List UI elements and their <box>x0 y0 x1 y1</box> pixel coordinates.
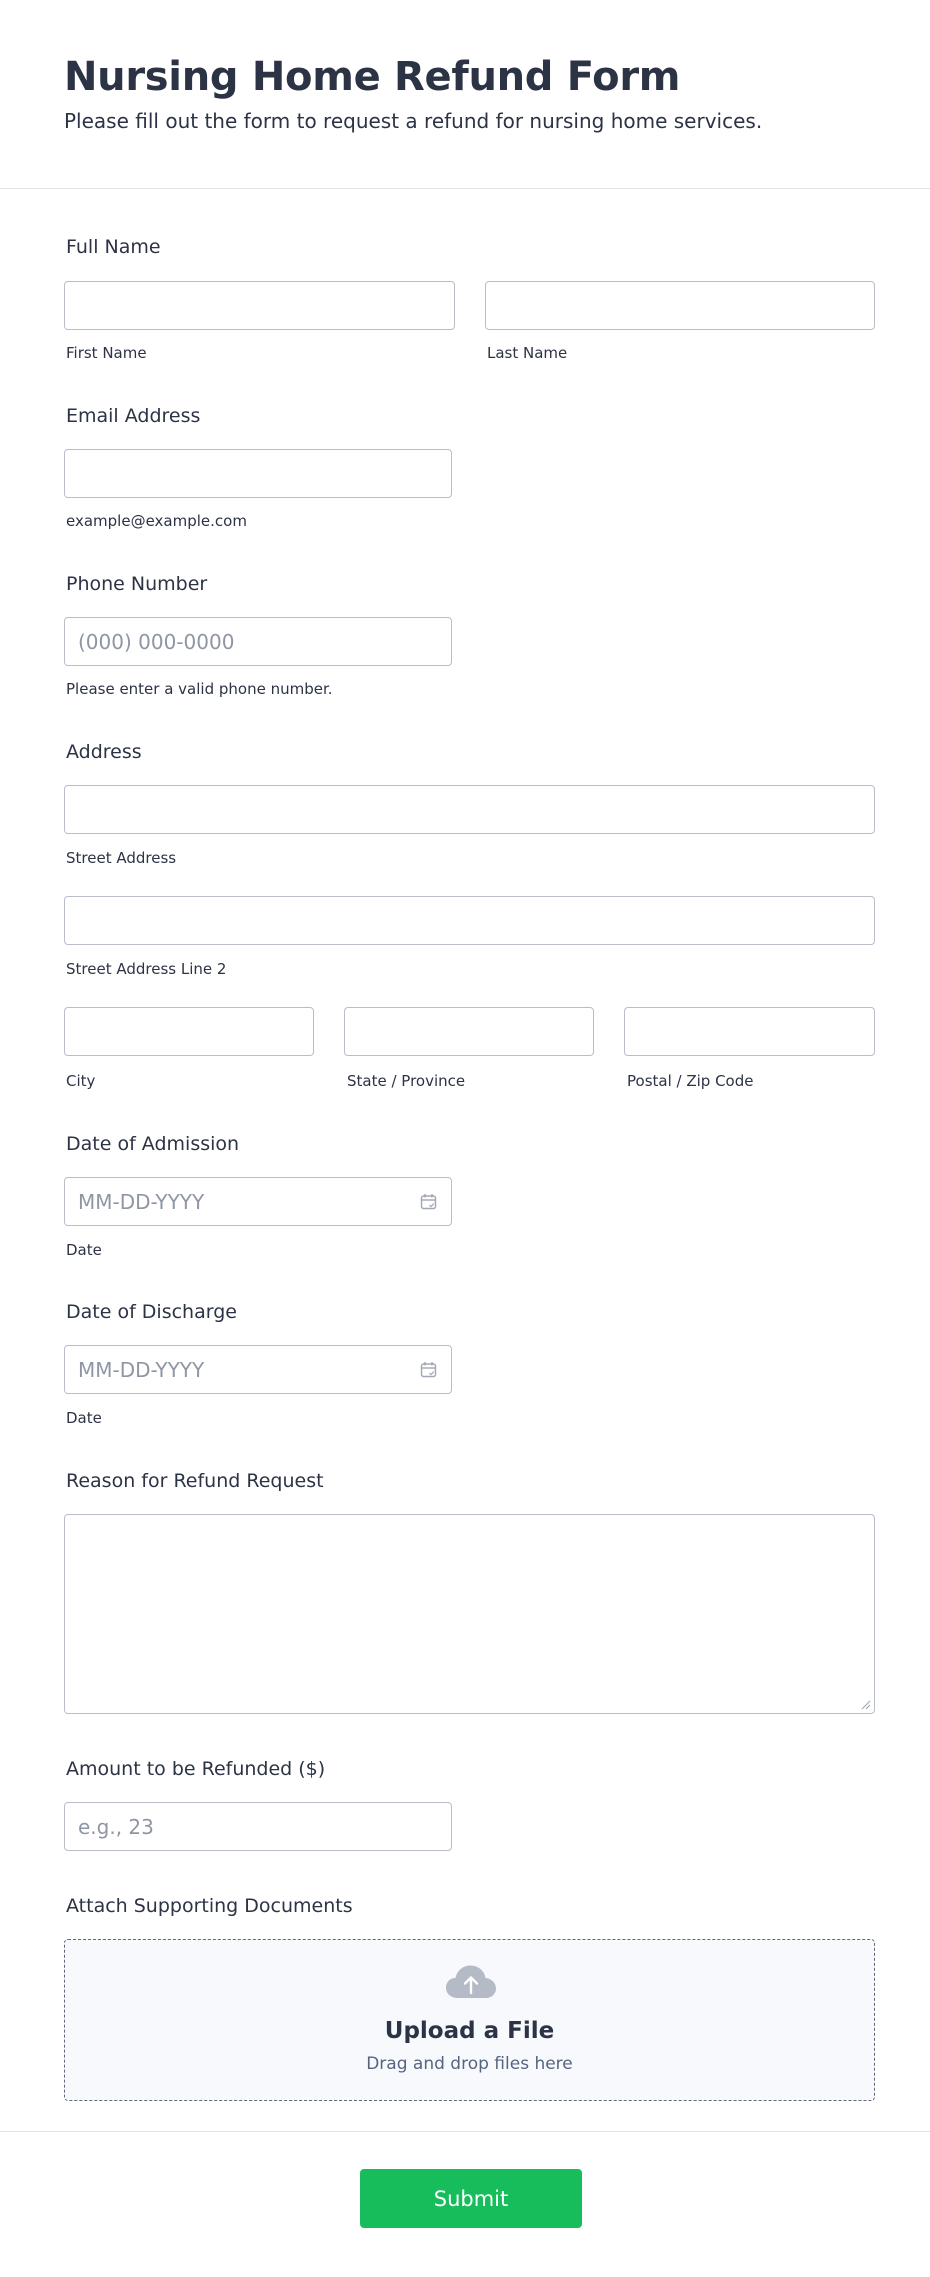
zip-sublabel: Postal / Zip Code <box>627 1072 754 1090</box>
first-name-input[interactable] <box>64 281 455 330</box>
form-title: Nursing Home Refund Form <box>64 54 681 100</box>
street-address-input[interactable] <box>64 785 875 834</box>
city-sublabel: City <box>66 1072 96 1090</box>
street-address-sublabel: Street Address <box>66 849 177 867</box>
phone-label: Phone Number <box>66 573 208 595</box>
discharge-date-label: Date of Discharge <box>66 1301 237 1323</box>
street-address-line2-input[interactable] <box>64 896 875 945</box>
phone-placeholder: (000) 000-0000 <box>78 630 235 654</box>
footer-divider <box>0 2131 930 2132</box>
refund-amount-placeholder: e.g., 23 <box>78 1815 154 1839</box>
street-address-line2-sublabel: Street Address Line 2 <box>66 960 227 978</box>
email-label: Email Address <box>66 405 201 427</box>
refund-reason-textarea[interactable] <box>64 1514 875 1714</box>
discharge-date-placeholder: MM-DD-YYYY <box>78 1358 205 1382</box>
refund-amount-input[interactable] <box>64 1802 452 1851</box>
full-name-label: Full Name <box>66 236 161 258</box>
phone-input[interactable] <box>64 617 452 666</box>
admission-date-placeholder: MM-DD-YYYY <box>78 1190 205 1214</box>
first-name-sublabel: First Name <box>66 344 147 362</box>
email-sublabel: example@example.com <box>66 512 247 530</box>
discharge-date-sublabel: Date <box>66 1409 102 1427</box>
form-header <box>0 0 930 189</box>
calendar-icon[interactable] <box>420 1361 437 1378</box>
refund-amount-label: Amount to be Refunded ($) <box>66 1758 326 1780</box>
form-subtitle: Please fill out the form to request a refund for nursing home services. <box>64 109 763 133</box>
file-upload-dropzone[interactable] <box>64 1939 875 2101</box>
upload-hint: Drag and drop files here <box>366 2054 573 2074</box>
zip-input[interactable] <box>624 1007 875 1056</box>
city-input[interactable] <box>64 1007 314 1056</box>
admission-date-sublabel: Date <box>66 1241 102 1259</box>
upload-title: Upload a File <box>384 2018 555 2044</box>
calendar-icon[interactable] <box>420 1193 437 1210</box>
attachments-label: Attach Supporting Documents <box>66 1895 353 1917</box>
last-name-sublabel: Last Name <box>487 344 568 362</box>
email-input[interactable] <box>64 449 452 498</box>
discharge-date-input[interactable] <box>64 1345 452 1394</box>
address-label: Address <box>66 741 142 763</box>
resize-handle-icon[interactable] <box>859 1698 871 1710</box>
state-input[interactable] <box>344 1007 594 1056</box>
admission-date-input[interactable] <box>64 1177 452 1226</box>
submit-button[interactable]: Submit <box>360 2169 582 2228</box>
admission-date-label: Date of Admission <box>66 1133 240 1155</box>
last-name-input[interactable] <box>485 281 875 330</box>
state-sublabel: State / Province <box>347 1072 466 1090</box>
cloud-upload-icon <box>445 1964 497 2000</box>
refund-reason-label: Reason for Refund Request <box>66 1470 324 1492</box>
phone-sublabel: Please enter a valid phone number. <box>66 680 333 698</box>
